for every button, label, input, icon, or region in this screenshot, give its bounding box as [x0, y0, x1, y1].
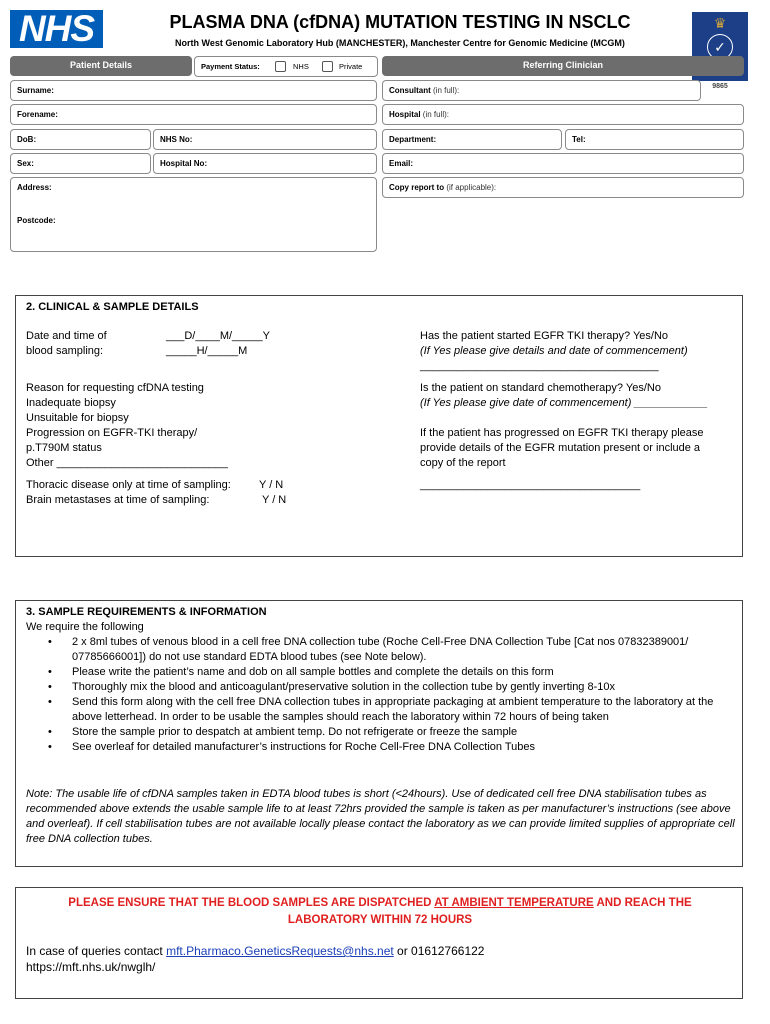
telephone-label: Tel: [572, 135, 586, 144]
page-title: PLASMA DNA (cfDNA) MUTATION TESTING IN NSCLC [169, 12, 631, 32]
patient-details-heading: Patient Details [10, 56, 192, 76]
section-3-title: 3. SAMPLE REQUIREMENTS & INFORMATION [26, 606, 267, 618]
referring-clinician-heading: Referring Clinician [382, 56, 744, 76]
email-field[interactable] [382, 153, 744, 174]
nhs-logo: NHS [10, 10, 103, 48]
sample-requirements-section [15, 600, 743, 867]
address-field[interactable] [10, 177, 377, 252]
hospital-sublabel: (in full): [422, 110, 450, 119]
progression-question-line-1: If the patient has progressed on EGFR TKI therapy please [420, 427, 704, 439]
consultant-label: Consultant [389, 86, 431, 95]
dispatch-notice-box [15, 887, 743, 999]
thoracic-disease-label: Thoracic disease only at time of sampling: [26, 479, 231, 491]
section-2-title: 2. CLINICAL & SAMPLE DETAILS [26, 301, 199, 313]
requirement-item: • Thoroughly mix the blood and anticoagulant/preservative solution in the collection tube by gently inverting 8-10x [26, 680, 721, 695]
dob-label: DoB: [17, 135, 37, 144]
copy-report-label: Copy report to [389, 183, 445, 192]
egfr-tki-note: (If Yes please give details and date of commencement) [420, 345, 688, 357]
hospital-field[interactable] [382, 104, 744, 125]
private-checkbox[interactable] [322, 61, 333, 72]
time-fill-line[interactable]: _____H/_____M [166, 345, 248, 357]
chemotherapy-question: Is the patient on standard chemotherapy? Yes/No [420, 382, 661, 394]
brain-metastases-label: Brain metastases at time of sampling: [26, 494, 210, 506]
consultant-field[interactable] [382, 80, 701, 101]
date-fill-line[interactable]: ___D/____M/_____Y [166, 330, 270, 342]
requirement-item: • Send this form along with the cell free DNA collection tubes in appropriate packaging at ambient temperature to the laboratory at the above letterhead. In order to be usable the samples should reach the laboratory within 72 hours of being taken [26, 695, 721, 725]
address-label: Address: [17, 183, 52, 192]
crown-icon: ♛ [713, 15, 727, 31]
progression-question-line-3: copy of the report [420, 457, 506, 469]
reason-t790m[interactable]: p.T790M status [26, 442, 102, 454]
chemotherapy-note[interactable]: (If Yes please give date of commencement) ____________ [420, 397, 708, 409]
requirement-item: • Please write the patient’s name and dob on all sample bottles and complete the details on this form [26, 665, 721, 680]
sex-label: Sex: [17, 159, 34, 168]
requirement-item: • See overleaf for detailed manufacturer’s instructions for Roche Cell-Free DNA Collection Tubes [26, 740, 721, 755]
reason-progression[interactable]: Progression on EGFR-TKI therapy/ [26, 427, 198, 439]
edta-note: Note: The usable life of cfDNA samples taken in EDTA blood tubes is short (<24hours). Use of dedicated cell free DNA stabilisation tubes as recommended above extends the usable sample life to at least 72hrs provided the sample is taken as per manufacturer’s instructions (see above and overleaf). If cell stabilisation tubes are not available locally please contact the laboratory as we can provide limited supplies of appropriate cell free DNA collection tubes. [26, 788, 735, 845]
egfr-tki-answer-line[interactable]: _______________________________________ [420, 360, 659, 372]
copy-report-sublabel: (if applicable): [446, 183, 497, 192]
requirement-item: • Store the sample prior to despatch at ambient temp. Do not refrigerate or freeze the sample [26, 725, 721, 740]
hospital-label: Hospital [389, 110, 421, 119]
surname-field[interactable] [10, 80, 377, 101]
progression-answer-line[interactable]: ____________________________________ [420, 479, 641, 491]
dispatch-warning: PLEASE ENSURE THAT THE BLOOD SAMPLES ARE DISPATCHED AT AMBIENT TEMPERATURE AND REACH THE LABORATORY WITHIN 72 HOURS [68, 897, 692, 926]
forename-field[interactable] [10, 104, 377, 125]
requirement-item: • 2 x 8ml tubes of venous blood in a cell free DNA collection tube (Roche Cell-Free DNA Collection Tube [Cat nos 07832389001/ 07785666001]) do not use standard EDTA blood tubes (see Note below). [26, 635, 721, 665]
date-time-label-line-1: Date and time of [26, 330, 107, 342]
reason-unsuitable-biopsy[interactable]: Unsuitable for biopsy [26, 412, 129, 424]
page-subtitle: North West Genomic Laboratory Hub (MANCHESTER), Manchester Centre for Genomic Medicine (MCGM) [175, 38, 625, 48]
clinical-sample-details-section [15, 295, 743, 557]
nhs-checkbox[interactable] [275, 61, 286, 72]
contact-line: In case of queries contact mft.Pharmaco.GeneticsRequests@nhs.net or 01612766122 [26, 944, 485, 958]
brain-yes-no[interactable]: Y / N [262, 494, 287, 506]
payment-status-label: Payment Status: [201, 62, 260, 71]
ukas-number: 9865 [712, 83, 728, 90]
reason-title: Reason for requesting cfDNA testing [26, 382, 204, 394]
private-option-label: Private [339, 62, 363, 71]
progression-question-line-2: provide details of the EGFR mutation present or include a [420, 442, 701, 454]
department-field[interactable] [382, 129, 562, 150]
egfr-tki-question: Has the patient started EGFR TKI therapy? Yes/No [420, 330, 669, 342]
website-url[interactable]: https://mft.nhs.uk/nwglh/ [26, 960, 156, 974]
nhs-number-label: NHS No: [160, 135, 193, 144]
postcode-label: Postcode: [17, 216, 56, 225]
requirements-intro: We require the following [26, 621, 144, 633]
ukas-tick-icon: ✓ [707, 34, 733, 60]
nhs-number-field[interactable] [153, 129, 377, 150]
date-time-label-line-2: blood sampling: [26, 345, 104, 357]
thoracic-yes-no[interactable]: Y / N [259, 479, 284, 491]
sex-field[interactable] [10, 153, 151, 174]
contact-email-link[interactable]: mft.Pharmaco.GeneticsRequests@nhs.net [166, 944, 394, 958]
hospital-number-label: Hospital No: [160, 159, 208, 168]
copy-report-field[interactable] [382, 177, 744, 198]
telephone-field[interactable] [565, 129, 744, 150]
reason-other[interactable]: Other ____________________________ [26, 457, 228, 469]
nhs-option-label: NHS [293, 62, 309, 71]
requirements-list [26, 635, 721, 755]
department-label: Department: [389, 135, 437, 144]
payment-status-box [194, 56, 378, 77]
ambient-temperature-emphasis: AT AMBIENT TEMPERATURE [434, 897, 594, 909]
reason-inadequate-biopsy[interactable]: Inadequate biopsy [26, 397, 116, 409]
dob-field[interactable] [10, 129, 151, 150]
surname-label: Surname: [17, 86, 54, 95]
consultant-sublabel: (in full): [433, 86, 460, 95]
hospital-number-field[interactable] [153, 153, 377, 174]
email-label: Email: [389, 159, 414, 168]
forename-label: Forename: [17, 110, 58, 119]
